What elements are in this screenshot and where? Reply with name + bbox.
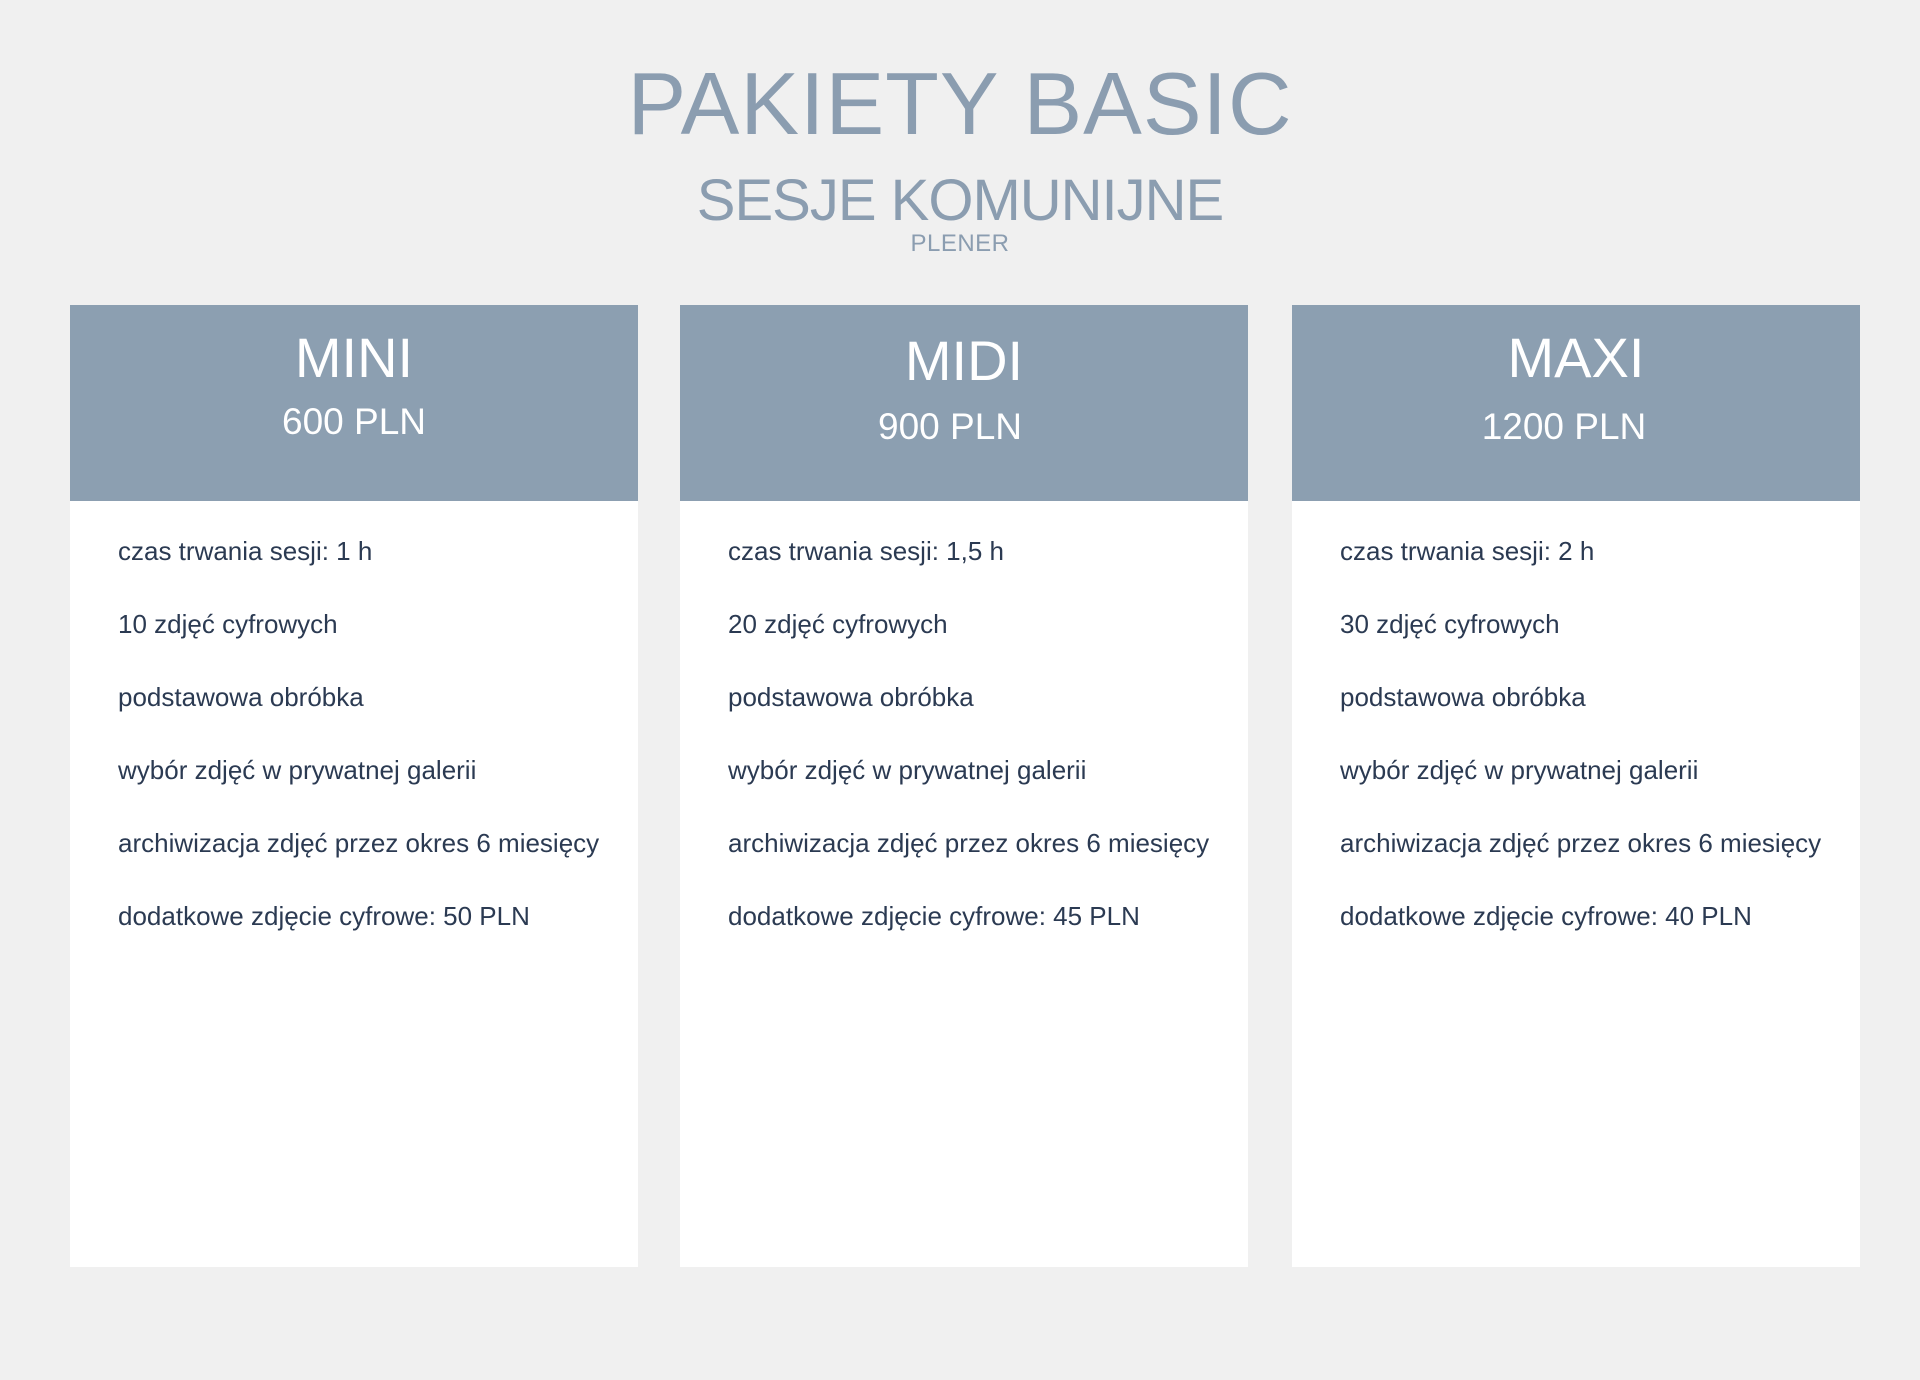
feature-item: podstawowa obróbka: [118, 682, 364, 712]
package-card-midi: [680, 305, 1248, 1267]
package-price: 1200 PLN: [1481, 406, 1647, 447]
feature-item: archiwizacja zdjęć przez okres 6 miesięcy: [118, 828, 600, 858]
feature-item: dodatkowe zdjęcie cyfrowe: 45 PLN: [728, 901, 1140, 931]
feature-item: czas trwania sesji: 2 h: [1340, 536, 1595, 566]
package-header: [70, 305, 638, 501]
feature-list: [118, 538, 599, 976]
feature-item: wybór zdjęć w prywatnej galerii: [118, 755, 477, 785]
feature-item: dodatkowe zdjęcie cyfrowe: 40 PLN: [1340, 901, 1752, 931]
package-price: 900 PLN: [878, 406, 1022, 447]
package-price: 600 PLN: [282, 401, 426, 442]
package-header: [680, 305, 1248, 501]
feature-item: 10 zdjęć cyfrowych: [118, 609, 338, 639]
feature-item: podstawowa obróbka: [728, 682, 974, 712]
page-label: PLENER: [910, 230, 1010, 257]
package-name: MAXI: [1507, 326, 1645, 389]
package-card-mini: [70, 305, 638, 1267]
page-title: PAKIETY BASIC: [627, 54, 1293, 153]
package-header: [1292, 305, 1860, 501]
package-name: MIDI: [904, 329, 1024, 392]
feature-item: wybór zdjęć w prywatnej galerii: [1340, 755, 1699, 785]
feature-item: czas trwania sesji: 1,5 h: [728, 536, 1005, 566]
feature-item: dodatkowe zdjęcie cyfrowe: 50 PLN: [118, 901, 530, 931]
feature-list: [728, 538, 1209, 976]
feature-list: [1340, 538, 1821, 976]
feature-item: archiwizacja zdjęć przez okres 6 miesięcy: [1340, 828, 1822, 858]
feature-item: podstawowa obróbka: [1340, 682, 1586, 712]
feature-item: archiwizacja zdjęć przez okres 6 miesięcy: [728, 828, 1210, 858]
package-card-maxi: [1292, 305, 1860, 1267]
feature-item: 20 zdjęć cyfrowych: [728, 609, 948, 639]
page-subtitle: SESJE KOMUNIJNE: [696, 168, 1224, 233]
feature-item: wybór zdjęć w prywatnej galerii: [728, 755, 1087, 785]
package-name: MINI: [294, 326, 414, 389]
feature-item: czas trwania sesji: 1 h: [118, 536, 373, 566]
feature-item: 30 zdjęć cyfrowych: [1340, 609, 1560, 639]
